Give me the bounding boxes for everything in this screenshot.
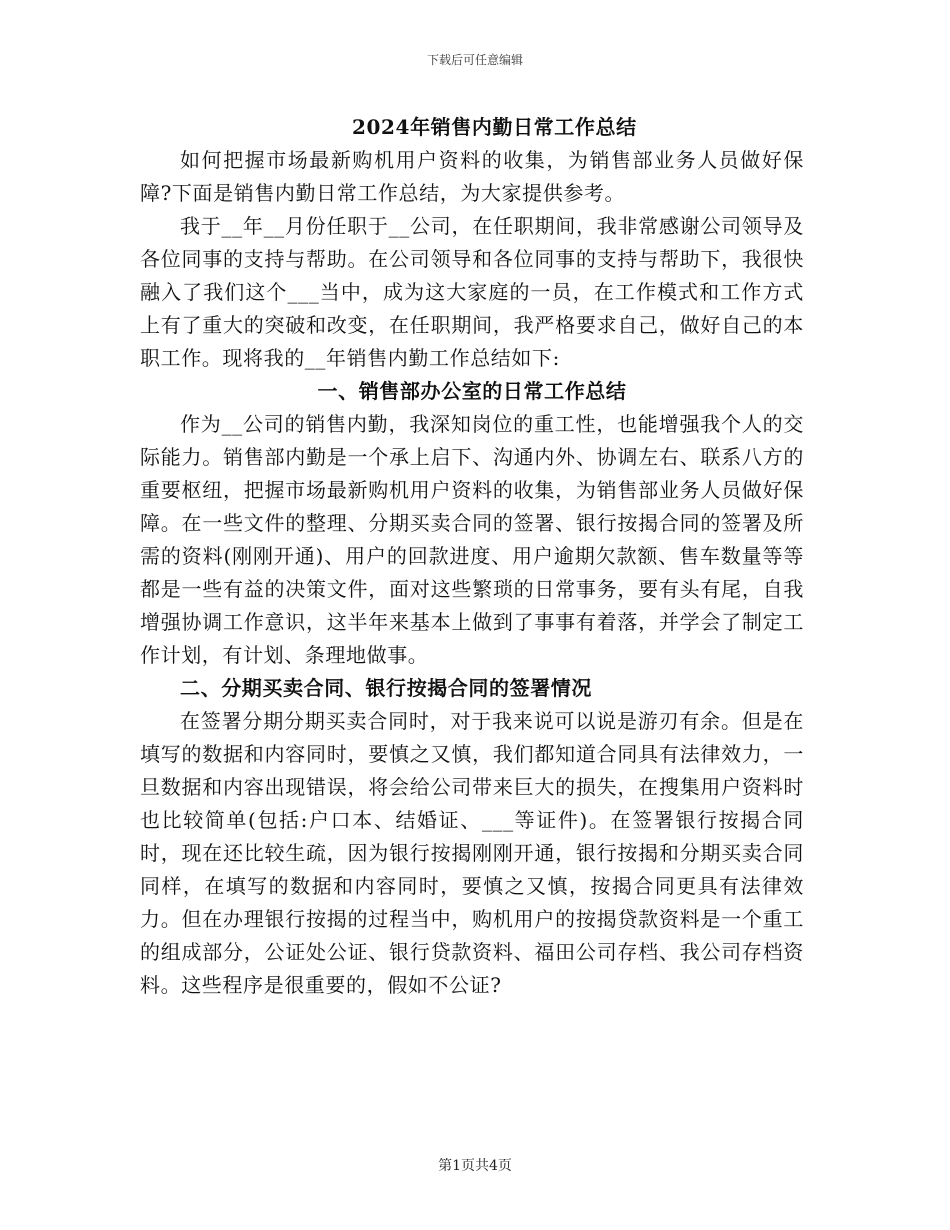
document-body (140, 111, 804, 1002)
document-title: 2024年销售内勤日常工作总结 (352, 115, 637, 139)
section-2-paragraph: 在签署分期分期买卖合同时，对于我来说可以说是游刃有余。但是在填写的数据和内容同时，要慎之又慎，我们都知道合同具有法律效力，一旦数据和内容出现错误，将会给公司带来巨大的损失，在搜集用户资料时也比较简单(包括:户口本、结婚证、___等证件)。在签署银行按揭合同时，现在还比较生疏，因为银行按揭刚刚开通，银行按揭和分期买卖合同同样，在填写的数据和内容同时，要慎之又慎，按揭合同更具有法律效力。但在办理银行按揭的过程当中，购机用户的按揭贷款资料是一个重工的组成部分，公证处公证、银行贷款资料、福田公司存档、我公司存档资料。这些程序是很重要的，假如不公证? (140, 709, 804, 997)
intro-paragraph: 如何把握市场最新购机用户资料的收集，为销售部业务人员做好保障?下面是销售内勤日常工作总结，为大家提供参考。 (140, 148, 804, 205)
section-heading-1: 一、销售部办公室的日常工作总结 (317, 379, 627, 403)
section-1-paragraph: 作为__公司的销售内勤，我深知岗位的重工性，也能增强我个人的交际能力。销售部内勤是一个承上启下、沟通内外、协调左右、联系八方的重要枢纽，把握市场最新购机用户资料的收集，为销售部业务人员做好保障。在一些文件的整理、分期买卖合同的签署、银行按揭合同的签署及所需的资料(刚刚开通)、用户的回款进度、用户逾期欠款额、售车数量等等都是一些有益的决策文件，面对这些繁琐的日常事务，要有头有尾，自我增强协调工作意识，这半年来基本上做到了事事有着落，并学会了制定工作计划，有计划、条理地做事。 (140, 412, 804, 667)
page-number: 第1页共4页 (438, 1158, 512, 1174)
section-heading-2: 二、分期买卖合同、银行按揭合同的签署情况 (180, 676, 592, 700)
page-header-note: 下载后可任意编辑 (426, 53, 523, 67)
body-paragraph: 我于__年__月份任职于__公司，在任职期间，我非常感谢公司领导及各位同事的支持与帮助。在公司领导和各位同事的支持与帮助下，我很快融入了我们这个___当中，成为这大家庭的一员，在工作模式和工作方式上有了重大的突破和改变，在任职期间，我严格要求自己，做好自己的本职工作。现将我的__年销售内勤工作总结如下: (140, 214, 804, 370)
